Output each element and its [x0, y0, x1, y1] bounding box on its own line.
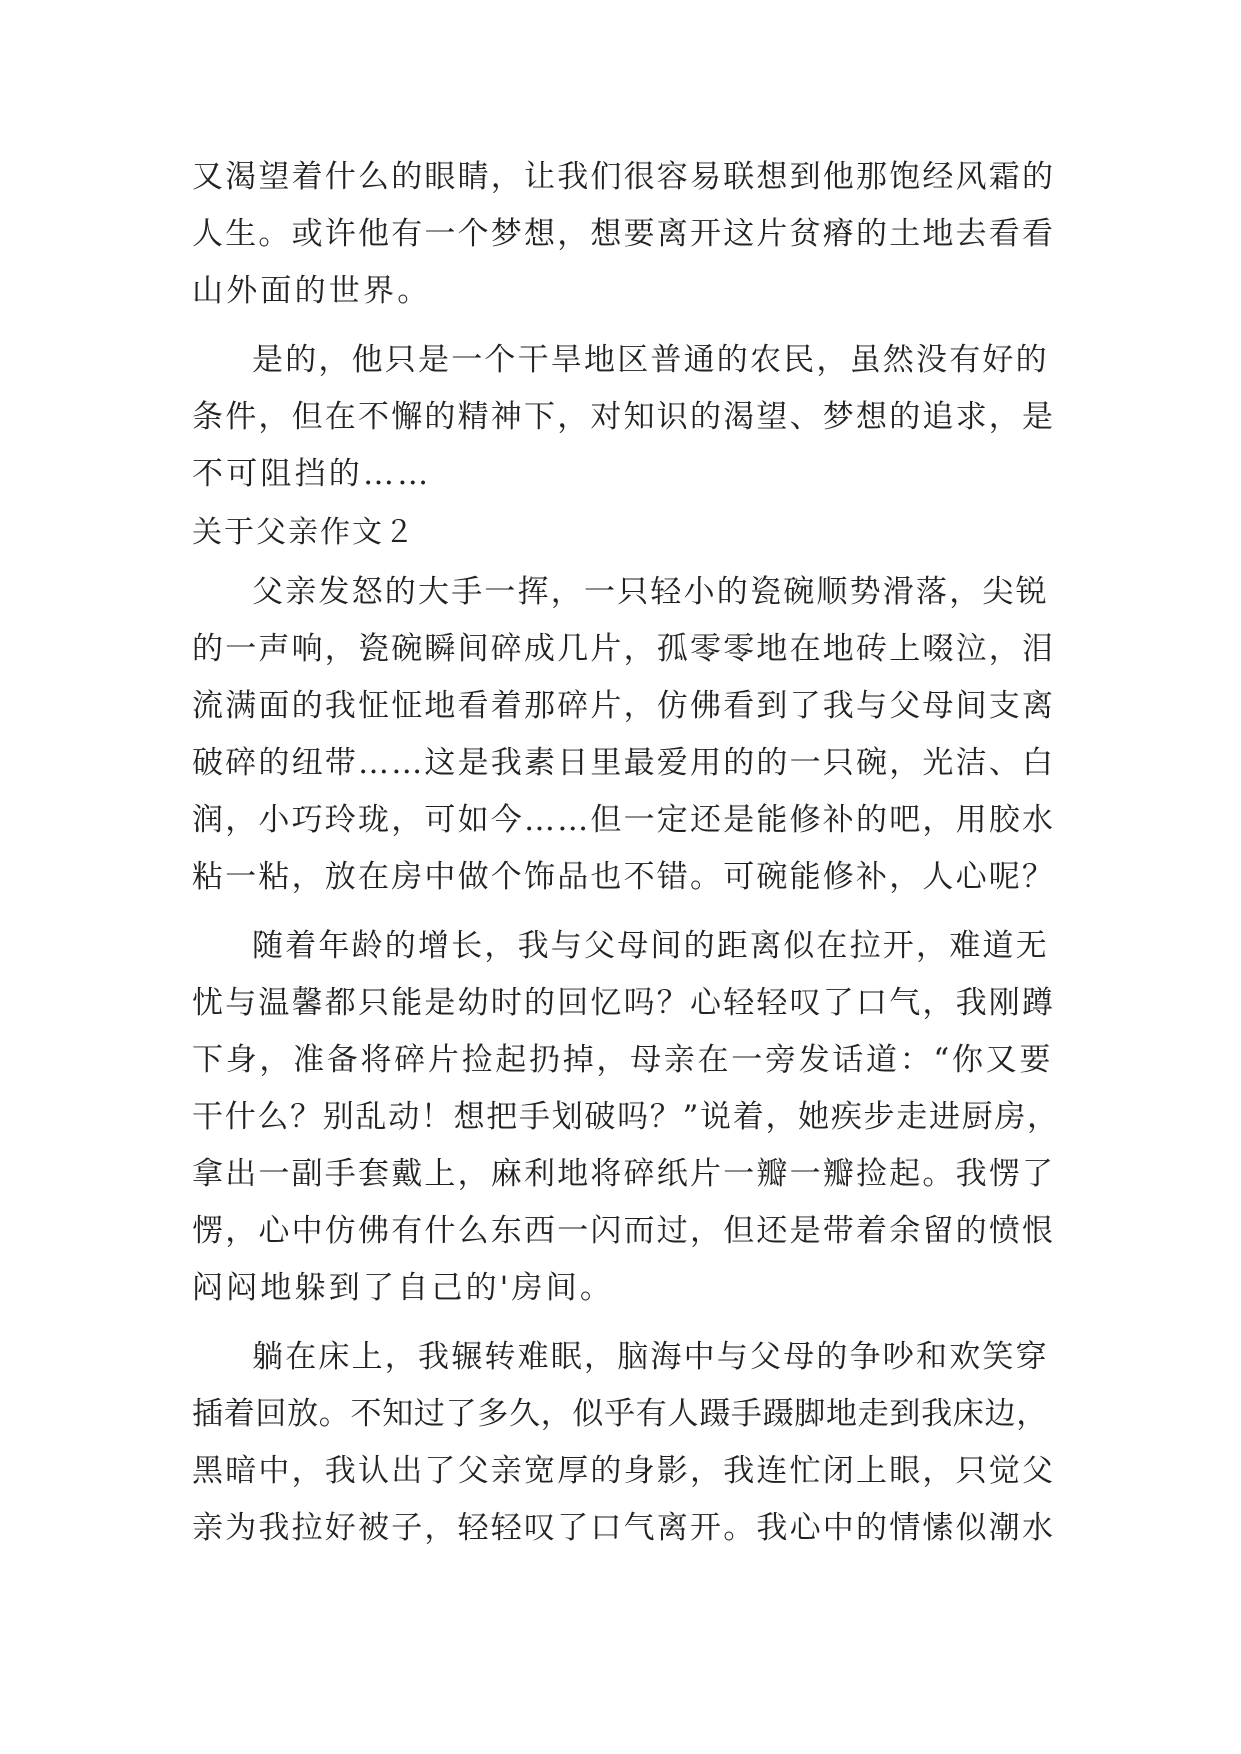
paragraph-first-line: 随着年龄的增长，我与父母间的距离似在拉开，难道无 [252, 928, 1049, 964]
text-line: 条件，但在不懈的精神下，对知识的渴望、梦想的追求，是 [192, 399, 1056, 435]
text-line: 流满面的我怔怔地看着那碎片，仿佛看到了我与父母间支离 [192, 688, 1056, 724]
text-line: 亲为我拉好被子，轻轻叹了口气离开。我心中的情愫似潮水 [192, 1510, 1056, 1546]
text-line: 山外面的世界。 [192, 273, 432, 309]
text-line: 不可阻挡的…… [192, 456, 432, 492]
section-heading: 关于父亲作文２ [192, 515, 416, 550]
text-line: 人生。或许他有一个梦想，想要离开这片贫瘠的土地去看看 [192, 216, 1056, 252]
paragraph-first-line: 是的，他只是一个干旱地区普通的农民，虽然没有好的 [252, 342, 1049, 378]
text-line: 忧与温馨都只能是幼时的回忆吗？心轻轻叹了口气，我刚蹲 [192, 985, 1056, 1021]
text-line: 破碎的纽带……这是我素日里最爱用的的一只碗，光洁、白 [192, 745, 1056, 781]
text-line: 干什么？别乱动！想把手划破吗？”说着，她疾步走进厨房， [192, 1099, 1060, 1135]
text-line: 闷闷地躲到了自己的'房间。 [192, 1270, 615, 1306]
text-line: 拿出一副手套戴上，麻利地将碎纸片一瓣一瓣捡起。我愣了 [192, 1156, 1056, 1192]
text-line: 愣，心中仿佛有什么东西一闪而过，但还是带着余留的愤恨 [192, 1213, 1056, 1249]
text-line: 粘一粘，放在房中做个饰品也不错。可碗能修补，人心呢？ [192, 859, 1056, 895]
text-line: 又渴望着什么的眼睛，让我们很容易联想到他那饱经风霜的 [192, 159, 1056, 195]
text-line: 润，小巧玲珑，可如今……但一定还是能修补的吧，用胶水 [192, 802, 1056, 838]
text-line: 的一声响，瓷碗瞬间碎成几片，孤零零地在地砖上啜泣，泪 [192, 631, 1056, 667]
paragraph-first-line: 父亲发怒的大手一挥，一只轻小的瓷碗顺势滑落，尖锐 [252, 574, 1049, 610]
text-line: 下身，准备将碎片捡起扔掉，母亲在一旁发话道：“你又要 [192, 1042, 1054, 1078]
text-line: 黑暗中，我认出了父亲宽厚的身影，我连忙闭上眼，只觉父 [192, 1453, 1056, 1489]
text-line: 插着回放。不知过了多久，似乎有人蹑手蹑脚地走到我床边， [192, 1396, 1048, 1432]
paragraph-first-line: 躺在床上，我辗转难眠，脑海中与父母的争吵和欢笑穿 [252, 1339, 1049, 1375]
